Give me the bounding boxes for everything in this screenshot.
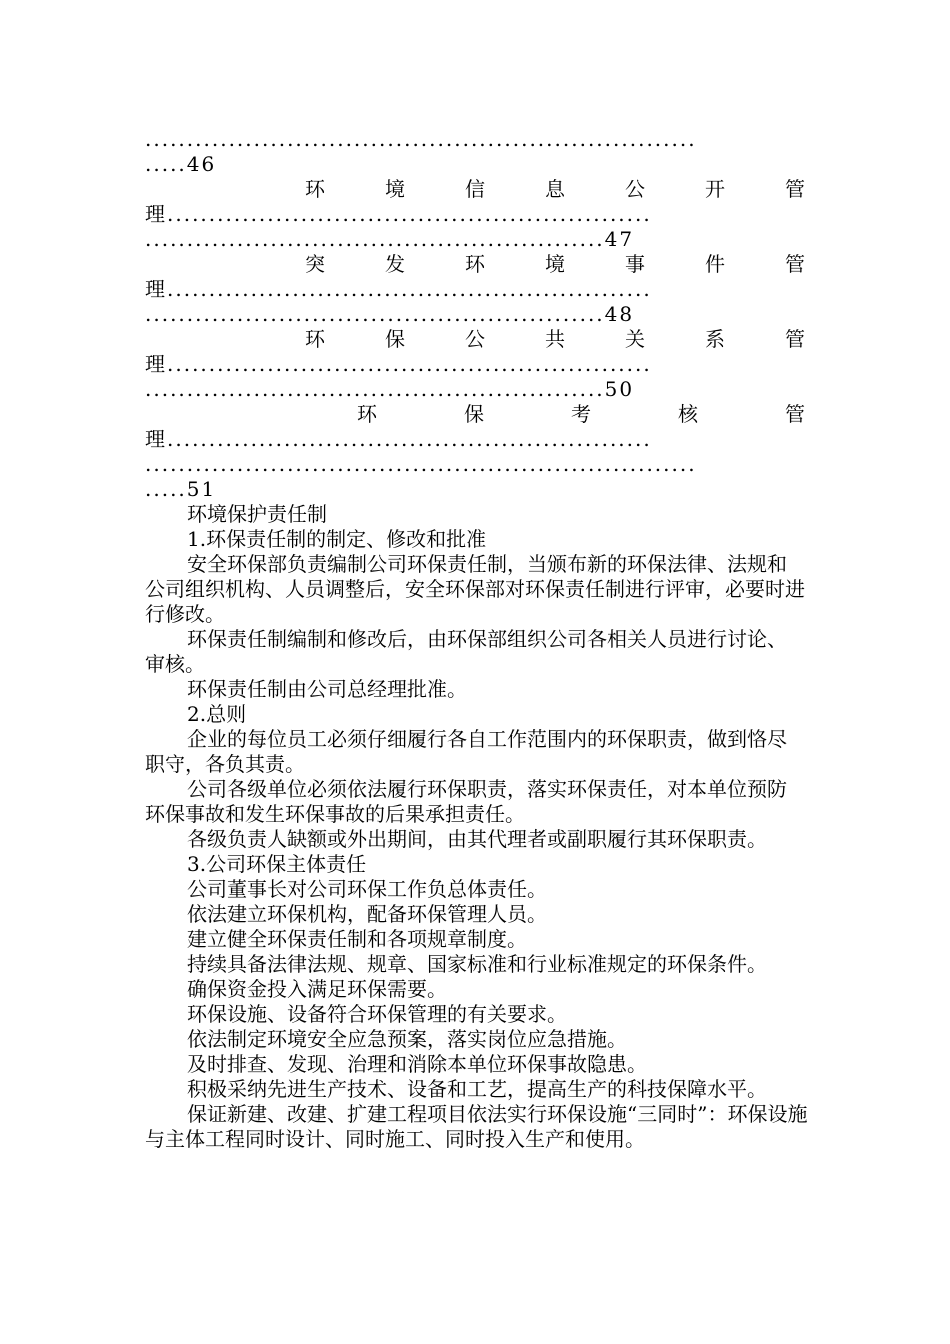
toc-entry-title xyxy=(145,327,805,352)
section-heading: 环境保护责任制 xyxy=(187,502,327,526)
paragraph: 环保设施、设备符合环保管理的有关要求。 xyxy=(187,1002,567,1026)
toc-entry-dots xyxy=(145,202,805,227)
toc-entry-dots xyxy=(145,352,805,377)
toc-title-char: 系 xyxy=(705,327,725,351)
paragraph: 公司各级单位必须依法履行环保职责，落实环保责任，对本单位预防环保事故和发生环保事故的后果承担责任。 xyxy=(145,777,787,826)
paragraph: 确保资金投入满足环保需要。 xyxy=(187,977,447,1001)
toc-title-char: 环 xyxy=(305,327,325,351)
paragraph: 积极采纳先进生产技术、设备和工艺，提高生产的科技保障水平。 xyxy=(187,1077,767,1101)
toc-leader-dots: .......................................................... xyxy=(167,277,652,301)
toc-title-char: 保 xyxy=(385,327,405,351)
toc-title-char: 件 xyxy=(705,252,725,276)
toc-page-line xyxy=(145,477,805,502)
toc-title-char: 息 xyxy=(545,177,565,201)
toc-title-char: 信 xyxy=(465,177,485,201)
paragraph: 及时排查、发现、治理和消除本单位环保事故隐患。 xyxy=(187,1052,647,1076)
toc-title-char: 核 xyxy=(678,402,698,426)
paragraph: 依法制定环境安全应急预案，落实岗位应急措施。 xyxy=(187,1027,627,1051)
toc-title-char: 管 xyxy=(785,252,805,276)
toc-title-char: 发 xyxy=(385,252,405,276)
toc-title-char: 开 xyxy=(705,177,725,201)
toc-entry-title xyxy=(145,402,805,427)
paragraph: 安全环保部负责编制公司环保责任制，当颁布新的环保法律、法规和公司组织机构、人员调整后，安全环保部对环保责任制进行评审，必要时进行修改。 xyxy=(145,552,805,626)
toc-title-char: 共 xyxy=(545,327,565,351)
toc-title-char: 公 xyxy=(625,177,645,201)
toc-title-char: 理 xyxy=(145,277,167,301)
document-content xyxy=(145,127,808,1152)
paragraph: 保证新建、改建、扩建工程项目依法实行环保设施“三同时”：环保设施与主体工程同时设计、同时施工、同时投入生产和使用。 xyxy=(145,1102,808,1151)
paragraph: 环保责任制由公司总经理批准。 xyxy=(187,677,467,701)
toc-entry-title xyxy=(145,177,805,202)
toc-title-char: 境 xyxy=(385,177,405,201)
toc-leader-dots: .......................................................... xyxy=(167,427,652,451)
toc-page-line xyxy=(145,227,805,252)
toc-page-number: 50 xyxy=(604,377,635,401)
paragraph: 环保责任制编制和修改后，由环保部组织公司各相关人员进行讨论、审核。 xyxy=(145,627,787,676)
toc-entry-dots xyxy=(145,427,805,452)
toc-leader-dots: .......................................................... xyxy=(167,352,652,376)
toc-title-char: 保 xyxy=(464,402,484,426)
section-title: 1.环保责任制的制定、修改和批准 xyxy=(187,527,487,551)
toc-title-char: 突 xyxy=(305,252,325,276)
toc-page-number: 47 xyxy=(604,227,635,251)
toc-title-char: 理 xyxy=(145,352,167,376)
paragraph: 持续具备法律法规、规章、国家标准和行业标准规定的环保条件。 xyxy=(187,952,767,976)
section-title: 2.总则 xyxy=(187,702,247,726)
toc-entry-title xyxy=(145,252,805,277)
toc-entry-dots xyxy=(145,277,805,302)
paragraph: 依法建立环保机构，配备环保管理人员。 xyxy=(187,902,547,926)
toc-page-number: 51 xyxy=(186,477,217,501)
toc-title-char: 境 xyxy=(545,252,565,276)
toc-leader-dots: .......................................................... xyxy=(167,202,652,226)
toc-page-line xyxy=(145,302,805,327)
toc-leader-dots: ..... xyxy=(145,477,187,501)
toc-leader-dots: ....................................................... xyxy=(145,302,605,326)
toc-leader-dots: ..... xyxy=(145,152,187,176)
toc-title-char: 考 xyxy=(571,402,591,426)
toc-title-char: 环 xyxy=(465,252,485,276)
toc-title-char: 理 xyxy=(145,202,167,226)
toc-title-char: 理 xyxy=(145,427,167,451)
paragraph: 各级负责人缺额或外出期间，由其代理者或副职履行其环保职责。 xyxy=(187,827,767,851)
toc-title-char: 管 xyxy=(785,177,805,201)
toc-title-char: 事 xyxy=(625,252,645,276)
toc-leader-dots: ....................................................... xyxy=(145,227,605,251)
paragraph: 建立健全环保责任制和各项规章制度。 xyxy=(187,927,527,951)
toc-title-char: 环 xyxy=(305,177,325,201)
toc-page-line xyxy=(145,152,805,177)
toc-leader-dots: .................................................................. xyxy=(145,127,697,151)
toc-title-char: 管 xyxy=(785,327,805,351)
toc-page-line xyxy=(145,377,805,402)
toc-title-char: 关 xyxy=(625,327,645,351)
toc-leader-dots: .................................................................. xyxy=(145,452,697,476)
toc-page-number: 48 xyxy=(604,302,635,326)
paragraph: 企业的每位员工必须仔细履行各自工作范围内的环保职责，做到恪尽职守，各负其责。 xyxy=(145,727,787,776)
toc-title-char: 公 xyxy=(465,327,485,351)
section-title: 3.公司环保主体责任 xyxy=(187,852,367,876)
toc-title-char: 管 xyxy=(785,402,805,426)
toc-page-number: 46 xyxy=(186,152,217,176)
toc-title-char: 环 xyxy=(357,402,377,426)
paragraph: 公司董事长对公司环保工作负总体责任。 xyxy=(187,877,547,901)
toc-leader-dots: ....................................................... xyxy=(145,377,605,401)
